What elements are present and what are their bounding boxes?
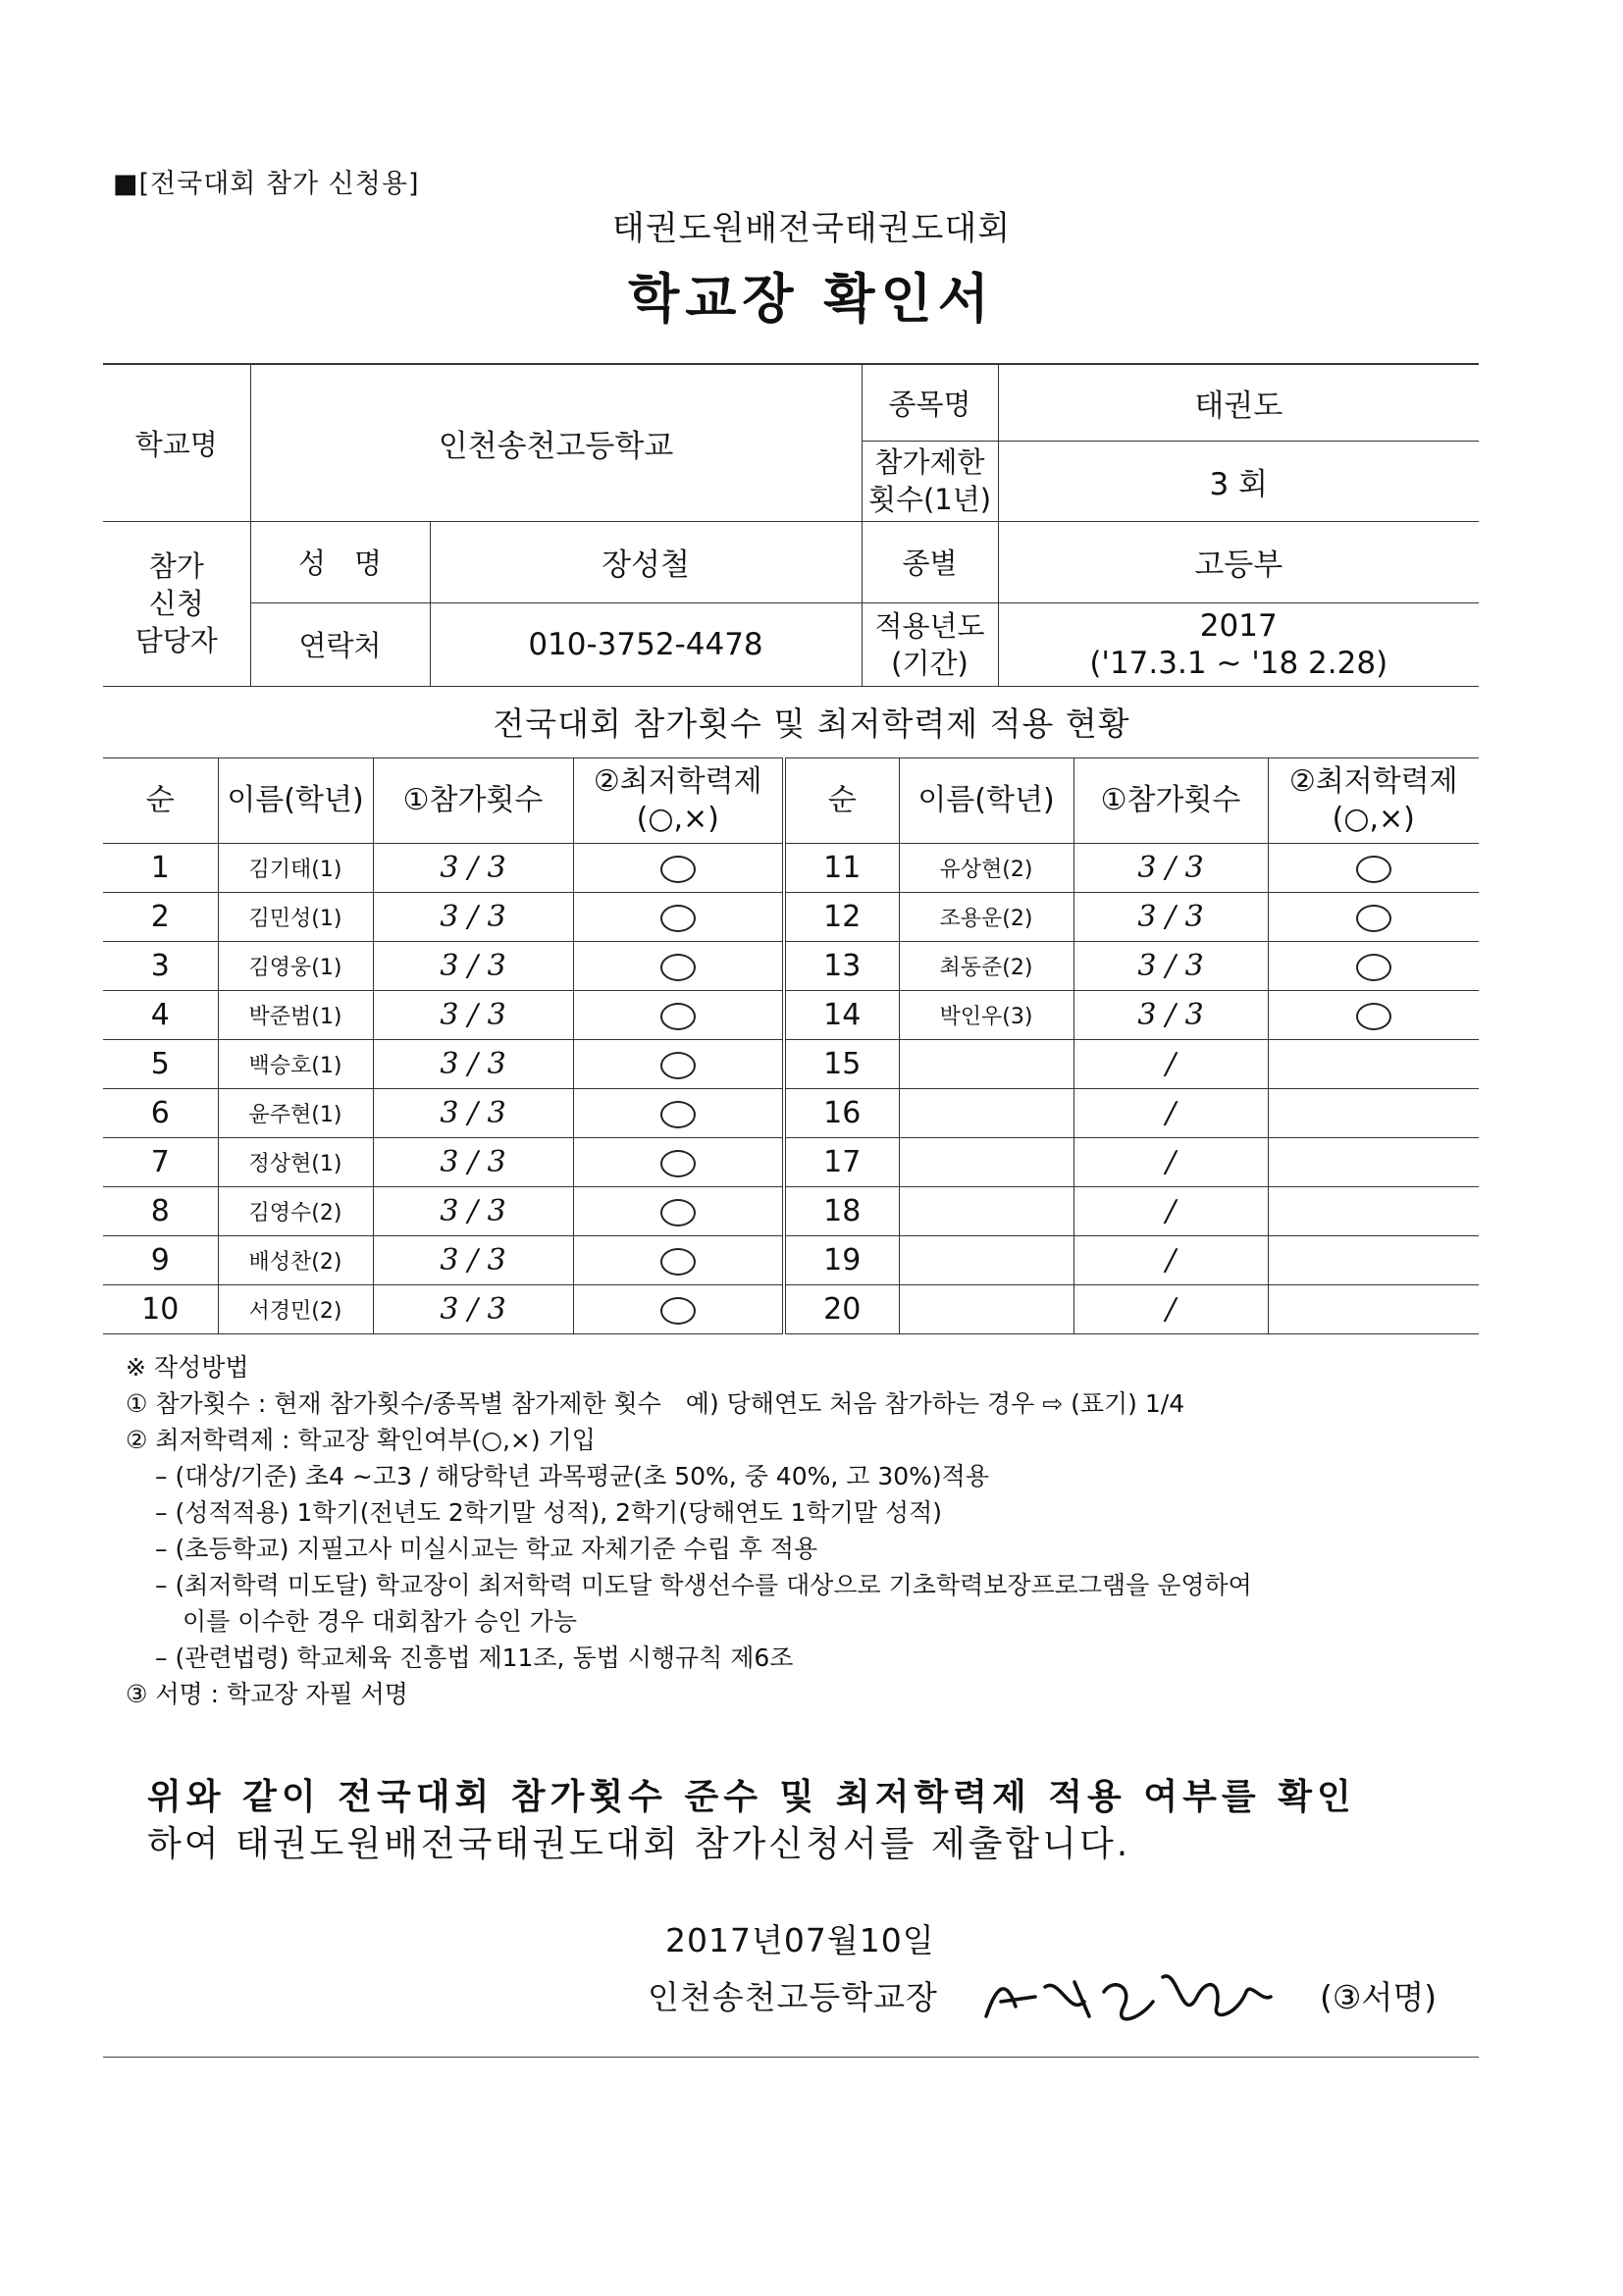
event-label: 종목명 [862, 364, 998, 441]
athlete-name: 박준범(1) [218, 991, 373, 1040]
min-academic-mark [573, 844, 784, 893]
participation-count: / [1073, 1187, 1268, 1236]
min-academic-mark [573, 1187, 784, 1236]
row-no: 5 [103, 1040, 218, 1089]
table-row [103, 1285, 1479, 1334]
circle-mark-icon [660, 1199, 696, 1226]
contact-value: 010-3752-4478 [430, 602, 862, 686]
row-no: 9 [103, 1236, 218, 1285]
athlete-name: 박인우(3) [899, 991, 1073, 1040]
manager-label-line3: 담당자 [134, 624, 218, 657]
limit-label [862, 441, 998, 521]
participation-count: 3 / 3 [373, 1138, 573, 1187]
year-value-cell [998, 602, 1479, 686]
participation-count: 3 / 3 [373, 1285, 573, 1334]
limit-label-line2: 횟수(1년) [867, 483, 992, 516]
athlete-name: 조용운(2) [899, 893, 1073, 942]
name-label: 성 명 [250, 521, 430, 602]
row-no: 19 [784, 1236, 899, 1285]
col-name: 이름(학년) [218, 758, 373, 844]
athlete-name: 정상현(1) [218, 1138, 373, 1187]
min-academic-mark [573, 1089, 784, 1138]
min-academic-mark [1268, 1187, 1479, 1236]
circle-mark-icon [660, 905, 696, 932]
circle-mark-icon [660, 1297, 696, 1325]
note-2e: – (관련법령) 학교체육 진흥법 제11조, 동법 시행규칙 제6조 [155, 1644, 794, 1672]
circle-mark-icon [660, 1150, 696, 1177]
participation-count: 3 / 3 [373, 844, 573, 893]
table-row [103, 1089, 1479, 1138]
col-min-line2: (○,×) [636, 802, 719, 836]
athlete-name [899, 1187, 1073, 1236]
page-title: 학교장 확인서 [628, 268, 995, 330]
note-2a: – (대상/기준) 초4 ~고3 / 해당학년 과목평균(초 50%, 중 40%, 고 30%)적용 [155, 1462, 989, 1490]
col-name: 이름(학년) [899, 758, 1073, 844]
col-no: 순 [784, 758, 899, 844]
school-info-table [103, 363, 1479, 687]
table-header-row [103, 758, 1479, 844]
circle-mark-icon [660, 954, 696, 981]
confirmation-line2: 하여 태권도원배전국태권도대회 참가신청서를 제출합니다. [147, 1824, 1131, 1864]
form-type-tag: ■[전국대회 참가 신청용] [113, 169, 420, 199]
school-name: 인천송천고등학교 [250, 364, 862, 521]
division-label: 종별 [862, 521, 998, 602]
athlete-name: 김영웅(1) [218, 942, 373, 991]
competition-name: 태권도원배전국태권도대회 [611, 209, 1012, 248]
col-min [1268, 758, 1479, 844]
circle-mark-icon [1356, 905, 1391, 932]
participation-count: / [1073, 1138, 1268, 1187]
participation-table [103, 757, 1479, 1334]
note-2: ② 최저학력제 : 학교장 확인여부(○,×) 기입 [126, 1426, 596, 1454]
limit-label-line1: 참가제한 [874, 445, 985, 479]
min-academic-mark [573, 942, 784, 991]
row-no: 18 [784, 1187, 899, 1236]
min-academic-mark [1268, 1040, 1479, 1089]
bottom-divider [103, 2057, 1479, 2058]
manager-label [103, 521, 250, 686]
row-no: 10 [103, 1285, 218, 1334]
athlete-name: 배성찬(2) [218, 1236, 373, 1285]
athlete-name: 윤주현(1) [218, 1089, 373, 1138]
year-label [862, 602, 998, 686]
circle-mark-icon [660, 856, 696, 883]
min-academic-mark [573, 1040, 784, 1089]
note-1: ① 참가횟수 : 현재 참가횟수/종목별 참가제한 횟수 예) 당해연도 처음 참가하는 경우 ⇨ (표기) 1/4 [126, 1389, 1185, 1418]
participation-count: / [1073, 1089, 1268, 1138]
row-no: 6 [103, 1089, 218, 1138]
col-count: ①참가횟수 [373, 758, 573, 844]
notes-heading: ※ 작성방법 [126, 1353, 249, 1382]
row-no: 16 [784, 1089, 899, 1138]
note-2d-cont: 이를 이수한 경우 대회참가 승인 가능 [183, 1607, 577, 1636]
year-label-line2: (기간) [891, 646, 969, 680]
manager-name: 장성철 [430, 521, 862, 602]
year-period: ('17.3.1 ~ '18 2.28) [1089, 645, 1388, 681]
confirmation-line1: 위와 같이 전국대회 참가횟수 준수 및 최저학력제 적용 여부를 확인 [147, 1777, 1356, 1817]
circle-mark-icon [1356, 856, 1391, 883]
division-value: 고등부 [998, 521, 1479, 602]
sign-date: 2017년07월10일 [665, 1921, 935, 1959]
athlete-name: 김기태(1) [218, 844, 373, 893]
row-no: 12 [784, 893, 899, 942]
min-academic-mark [1268, 1236, 1479, 1285]
min-academic-mark [573, 1285, 784, 1334]
athlete-name: 김민성(1) [218, 893, 373, 942]
row-no: 1 [103, 844, 218, 893]
note-2d: – (최저학력 미도달) 학교장이 최저학력 미도달 학생선수를 대상으로 기초학력보장프로그램을 운영하여 [155, 1571, 1252, 1599]
row-no: 7 [103, 1138, 218, 1187]
participation-count: 3 / 3 [1073, 942, 1268, 991]
confirmation-statement [147, 1774, 1356, 1868]
note-2c: – (초등학교) 지필고사 미실시교는 학교 자체기준 수립 후 적용 [155, 1535, 818, 1563]
year-value: 2017 [1199, 607, 1278, 644]
table-row [103, 991, 1479, 1040]
min-academic-mark [1268, 1089, 1479, 1138]
athlete-name: 최동준(2) [899, 942, 1073, 991]
participation-count: / [1073, 1040, 1268, 1089]
limit-value: 3 회 [998, 441, 1479, 521]
min-academic-mark [1268, 942, 1479, 991]
min-academic-mark [1268, 1138, 1479, 1187]
min-academic-mark [573, 991, 784, 1040]
table-row [103, 1236, 1479, 1285]
circle-mark-icon [1356, 1003, 1391, 1030]
row-no: 17 [784, 1138, 899, 1187]
circle-mark-icon [660, 1101, 696, 1128]
table-row [103, 942, 1479, 991]
athlete-name [899, 1138, 1073, 1187]
row-no: 11 [784, 844, 899, 893]
row-no: 13 [784, 942, 899, 991]
row-no: 14 [784, 991, 899, 1040]
table-row [103, 893, 1479, 942]
col-min-line2: (○,×) [1332, 802, 1415, 836]
min-academic-mark [1268, 893, 1479, 942]
circle-mark-icon [660, 1052, 696, 1079]
participation-count: 3 / 3 [373, 1040, 573, 1089]
table-row [103, 1187, 1479, 1236]
participation-count: 3 / 3 [1073, 991, 1268, 1040]
table-row [103, 844, 1479, 893]
circle-mark-icon [660, 1248, 696, 1276]
athlete-name: 김영수(2) [218, 1187, 373, 1236]
participation-count: 3 / 3 [1073, 844, 1268, 893]
athlete-name [899, 1040, 1073, 1089]
athlete-name [899, 1236, 1073, 1285]
col-count: ①참가횟수 [1073, 758, 1268, 844]
participation-count: 3 / 3 [373, 1236, 573, 1285]
row-no: 4 [103, 991, 218, 1040]
col-no: 순 [103, 758, 218, 844]
col-min-line1: ②최저학력제 [593, 764, 762, 799]
participation-count: 3 / 3 [1073, 893, 1268, 942]
circle-mark-icon [660, 1003, 696, 1030]
row-no: 8 [103, 1187, 218, 1236]
participation-count: 3 / 3 [373, 942, 573, 991]
year-label-line1: 적용년도 [874, 608, 985, 643]
athlete-name: 서경민(2) [218, 1285, 373, 1334]
min-academic-mark [1268, 1285, 1479, 1334]
note-3: ③ 서명 : 학교장 자필 서명 [126, 1680, 408, 1708]
table-row [103, 1138, 1479, 1187]
sign-note: (③서명) [1320, 1978, 1438, 2016]
athlete-name: 백승호(1) [218, 1040, 373, 1089]
col-min-line1: ②최저학력제 [1288, 764, 1458, 799]
circle-mark-icon [1356, 954, 1391, 981]
participation-count: 3 / 3 [373, 1089, 573, 1138]
min-academic-mark [573, 893, 784, 942]
min-academic-mark [1268, 844, 1479, 893]
participation-count: / [1073, 1236, 1268, 1285]
athlete-name: 유상현(2) [899, 844, 1073, 893]
table-row [103, 1040, 1479, 1089]
col-min [573, 758, 784, 844]
row-no: 2 [103, 893, 218, 942]
signer-title: 인천송천고등학교장 [648, 1978, 938, 2016]
status-section-title: 전국대회 참가횟수 및 최저학력제 적용 현황 [493, 704, 1130, 743]
row-no: 20 [784, 1285, 899, 1334]
manager-label-line2: 신청 [148, 587, 204, 620]
participation-count: / [1073, 1285, 1268, 1334]
row-no: 3 [103, 942, 218, 991]
athlete-name [899, 1089, 1073, 1138]
manager-label-line1: 참가 [148, 549, 204, 583]
contact-label: 연락처 [250, 602, 430, 686]
participation-count: 3 / 3 [373, 991, 573, 1040]
handwritten-signature [967, 1948, 1320, 2036]
min-academic-mark [573, 1138, 784, 1187]
participation-count: 3 / 3 [373, 893, 573, 942]
school-label: 학교명 [103, 364, 250, 521]
writing-instructions [126, 1349, 1252, 1712]
note-2b: – (성적적용) 1학기(전년도 2학기말 성적), 2학기(당해연도 1학기말 성적) [155, 1498, 942, 1527]
min-academic-mark [573, 1236, 784, 1285]
row-no: 15 [784, 1040, 899, 1089]
athlete-name [899, 1285, 1073, 1334]
event-value: 태권도 [998, 364, 1479, 441]
min-academic-mark [1268, 991, 1479, 1040]
participation-count: 3 / 3 [373, 1187, 573, 1236]
